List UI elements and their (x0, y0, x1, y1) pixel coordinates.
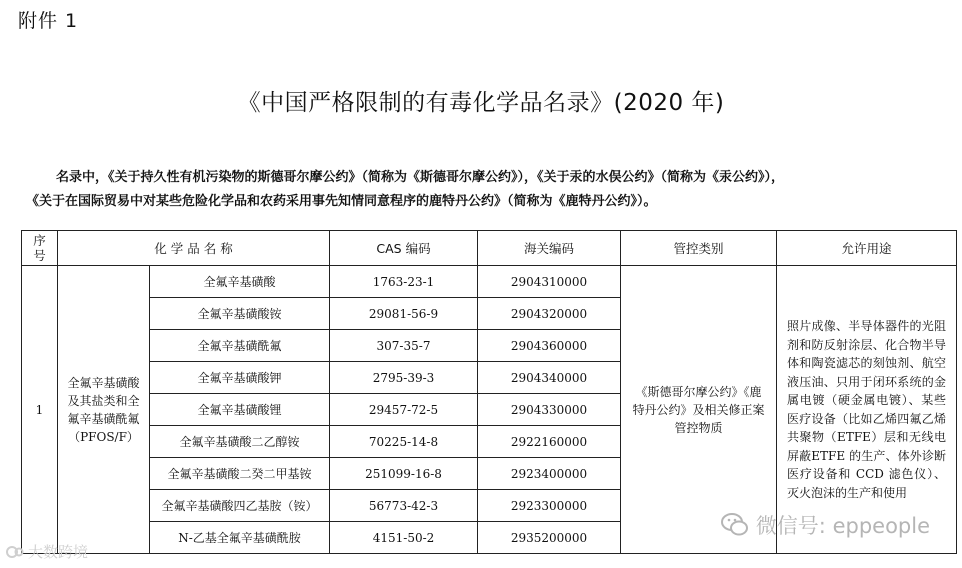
header-seq-line1: 序 (33, 233, 46, 248)
chemical-name: 全氟辛基磺酸锂 (150, 394, 330, 426)
wechat-icon (720, 512, 750, 538)
entry-permitted-uses: 照片成像、半导体器件的光阻剂和防反射涂层、化合物半导体和陶瓷滤芯的刻蚀剂、航空液压油、只用于闭环系统的金属电镀（硬金属电镀）、某些医疗设备（比如乙烯四氟乙烯共聚物（ETFE）层和无线电屏蔽ETFE 的生产、体外诊断医疗设备和 CCD 滤色仪）、灭火泡沫的生产和使用 (777, 266, 957, 554)
attachment-label: 附件 1 (18, 10, 79, 32)
corner-watermark-text: 大数跨境 (28, 543, 89, 561)
header-chemical-name: 化 学 品 名 称 (58, 231, 330, 266)
entry-group-name: 全氟辛基磺酸及其盐类和全氟辛基磺酰氟（PFOS/F） (58, 266, 150, 554)
hs-code: 2904360000 (478, 330, 621, 362)
hs-code: 2904340000 (478, 362, 621, 394)
header-permitted-uses: 允许用途 (777, 231, 957, 266)
cas-number: 2795-39-3 (330, 362, 478, 394)
cas-number: 56773-42-3 (330, 490, 478, 522)
cas-number: 1763-23-1 (330, 266, 478, 298)
watermark-text: 微信号: eppeople (755, 514, 930, 538)
chemical-name: N-乙基全氟辛基磺酰胺 (150, 522, 330, 554)
cas-number: 29457-72-5 (330, 394, 478, 426)
cas-number: 70225-14-8 (330, 426, 478, 458)
chemical-name: 全氟辛基磺酸铵 (150, 298, 330, 330)
hs-code: 2904320000 (478, 298, 621, 330)
corner-watermark (6, 541, 88, 562)
entry-seq: 1 (22, 266, 58, 554)
header-seq-line2: 号 (33, 248, 46, 263)
entry-control-category: 《斯德哥尔摩公约》《鹿特丹公约》及相关修正案管控物质 (621, 266, 777, 554)
header-control-category: 管控类别 (621, 231, 777, 266)
cas-number: 251099-16-8 (330, 458, 478, 490)
chemical-name: 全氟辛基磺酸 (150, 266, 330, 298)
hs-code: 2923400000 (478, 458, 621, 490)
header-hs-code: 海关编码 (478, 231, 621, 266)
header-seq (22, 231, 58, 266)
intro-line-1: 名录中，《关于持久性有机污染物的斯德哥尔摩公约》（简称为《斯德哥尔摩公约》），《关于汞的水俣公约》（简称为《汞公约》）， (56, 170, 785, 185)
chemical-name: 全氟辛基磺酰氟 (150, 330, 330, 362)
cas-number: 4151-50-2 (330, 522, 478, 554)
hs-code: 2923300000 (478, 490, 621, 522)
hs-code: 2935200000 (478, 522, 621, 554)
document-title: 《中国严格限制的有毒化学品名录》(2020 年) (237, 90, 725, 116)
chemical-name: 全氟辛基磺酸钾 (150, 362, 330, 394)
table-row (22, 266, 957, 298)
hs-code: 2922160000 (478, 426, 621, 458)
header-cas: CAS 编码 (330, 231, 478, 266)
intro-paragraph (26, 166, 951, 214)
intro-line-2: 《关于在国际贸易中对某些危险化学品和农药采用事先知情同意程序的鹿特丹公约》（简称为《鹿特丹公约》）。 (26, 194, 657, 209)
cas-number: 307-35-7 (330, 330, 478, 362)
chemical-name: 全氟辛基磺酸二癸二甲基铵 (150, 458, 330, 490)
table-header-row (22, 231, 957, 266)
chemical-name: 全氟辛基磺酸四乙基胺（铵） (150, 490, 330, 522)
chemical-name: 全氟辛基磺酸二乙醇铵 (150, 426, 330, 458)
brand-logo-icon (6, 544, 24, 560)
chemicals-table (21, 230, 957, 554)
wechat-watermark (720, 510, 930, 540)
hs-code: 2904310000 (478, 266, 621, 298)
hs-code: 2904330000 (478, 394, 621, 426)
cas-number: 29081-56-9 (330, 298, 478, 330)
